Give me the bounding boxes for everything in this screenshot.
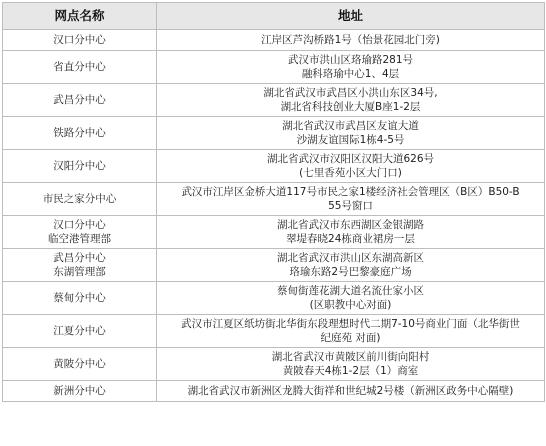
- branch-name-cell: [3, 282, 157, 315]
- branch-name-line: 新洲分中心: [53, 385, 106, 397]
- address-line: 武汉市江夏区纸坊街北华街东段理想时代二期7-10号商业门面（北华街世: [181, 318, 520, 330]
- service-points-table: [2, 2, 545, 402]
- address-line: (区职教中心对面): [309, 299, 392, 311]
- branch-address-cell: [157, 51, 545, 84]
- address-line: 湖北省武汉市汉阳区汉阳大道626号: [266, 153, 435, 165]
- address-line: 湖北省武汉市黄陂区前川街向阳村: [271, 351, 430, 363]
- address-line: 武汉市洪山区珞瑜路281号: [287, 54, 414, 66]
- table-header-row: [3, 3, 545, 30]
- address-line: 湖北省武汉市新洲区龙腾大街祥和世纪城2号楼（新洲区政务中心隔壁): [187, 385, 514, 397]
- branch-name-line: 江夏分中心: [53, 325, 106, 337]
- branch-name-line: 临空港管理部: [48, 233, 111, 245]
- table-row: [3, 282, 545, 315]
- branch-name-cell: [3, 183, 157, 216]
- branch-name-cell: [3, 117, 157, 150]
- address-line: 翠堤春晓24栋商业裙房一层: [286, 233, 415, 245]
- branch-name-line: 黄陂分中心: [53, 358, 106, 370]
- branch-address-cell: [157, 315, 545, 348]
- branch-name-line: 武昌分中心: [53, 94, 106, 106]
- branch-address-cell: [157, 249, 545, 282]
- address-line: 黄陂春天4栋1-2层（1）商室: [282, 365, 419, 377]
- branch-address-cell: [157, 150, 545, 183]
- table-row: [3, 348, 545, 381]
- branch-address-cell: [157, 348, 545, 381]
- address-line: 湖北省武汉市武昌区友谊大道: [282, 120, 419, 132]
- table-row: [3, 381, 545, 402]
- branch-name-line: 省直分中心: [53, 61, 106, 73]
- branch-name-line: 汉口分中心: [53, 219, 106, 231]
- address-line: 55号窗口: [328, 200, 373, 212]
- table-row: [3, 183, 545, 216]
- branch-name-cell: [3, 30, 157, 51]
- table-row: [3, 249, 545, 282]
- branch-address-cell: [157, 216, 545, 249]
- branch-address-cell: [157, 30, 545, 51]
- address-line: 湖北省武汉市洪山区东湖高新区: [277, 252, 424, 264]
- column-header-name: 网点名称: [3, 3, 157, 30]
- table-row: [3, 51, 545, 84]
- branch-name-line: 武昌分中心: [53, 252, 106, 264]
- address-line: 蔡甸街莲花湖大道名流仕家小区: [277, 285, 424, 297]
- address-line: 沙湖友谊国际1栋4-5号: [296, 134, 405, 146]
- branch-name-line: 铁路分中心: [53, 127, 106, 139]
- branch-address-cell: [157, 183, 545, 216]
- branch-name-line: 蔡甸分中心: [53, 292, 106, 304]
- branch-name-cell: [3, 315, 157, 348]
- branch-address-cell: [157, 381, 545, 402]
- address-line: (七里香苑小区大门口): [299, 167, 402, 179]
- branch-name-cell: [3, 348, 157, 381]
- address-line: 武汉市江岸区金桥大道117号市民之家1楼经济社会管理区（B区）B50-B: [181, 186, 520, 198]
- address-line: 江岸区芦沟桥路1号（怡景花园北门旁): [261, 34, 440, 46]
- branch-name-cell: [3, 216, 157, 249]
- branch-name-cell: [3, 249, 157, 282]
- branch-name-cell: [3, 84, 157, 117]
- branch-address-cell: [157, 84, 545, 117]
- table-row: [3, 84, 545, 117]
- address-line: 珞瑜东路2号巴黎豪庭广场: [289, 266, 412, 278]
- table-row: [3, 30, 545, 51]
- branch-name-cell: [3, 381, 157, 402]
- address-line: 湖北省武汉市武昌区小洪山东区34号,: [263, 87, 438, 99]
- branch-name-line: 汉口分中心: [53, 34, 106, 46]
- address-line: 湖北省武汉市东西湖区金银湖路: [277, 219, 424, 231]
- branch-address-cell: [157, 282, 545, 315]
- column-header-address: 地址: [157, 3, 545, 30]
- table-row: [3, 315, 545, 348]
- table-row: [3, 117, 545, 150]
- branch-name-cell: [3, 51, 157, 84]
- table-row: [3, 150, 545, 183]
- address-line: 融科珞瑜中心1、4层: [301, 68, 400, 80]
- table-row: [3, 216, 545, 249]
- branch-name-cell: [3, 150, 157, 183]
- branch-name-line: 市民之家分中心: [42, 193, 117, 205]
- address-line: 纪庭苑 对面): [320, 332, 381, 344]
- address-line: 湖北省科技创业大厦B座1-2层: [280, 101, 421, 113]
- branch-name-line: 汉阳分中心: [53, 160, 106, 172]
- branch-address-cell: [157, 117, 545, 150]
- branch-name-line: 东湖管理部: [53, 266, 106, 278]
